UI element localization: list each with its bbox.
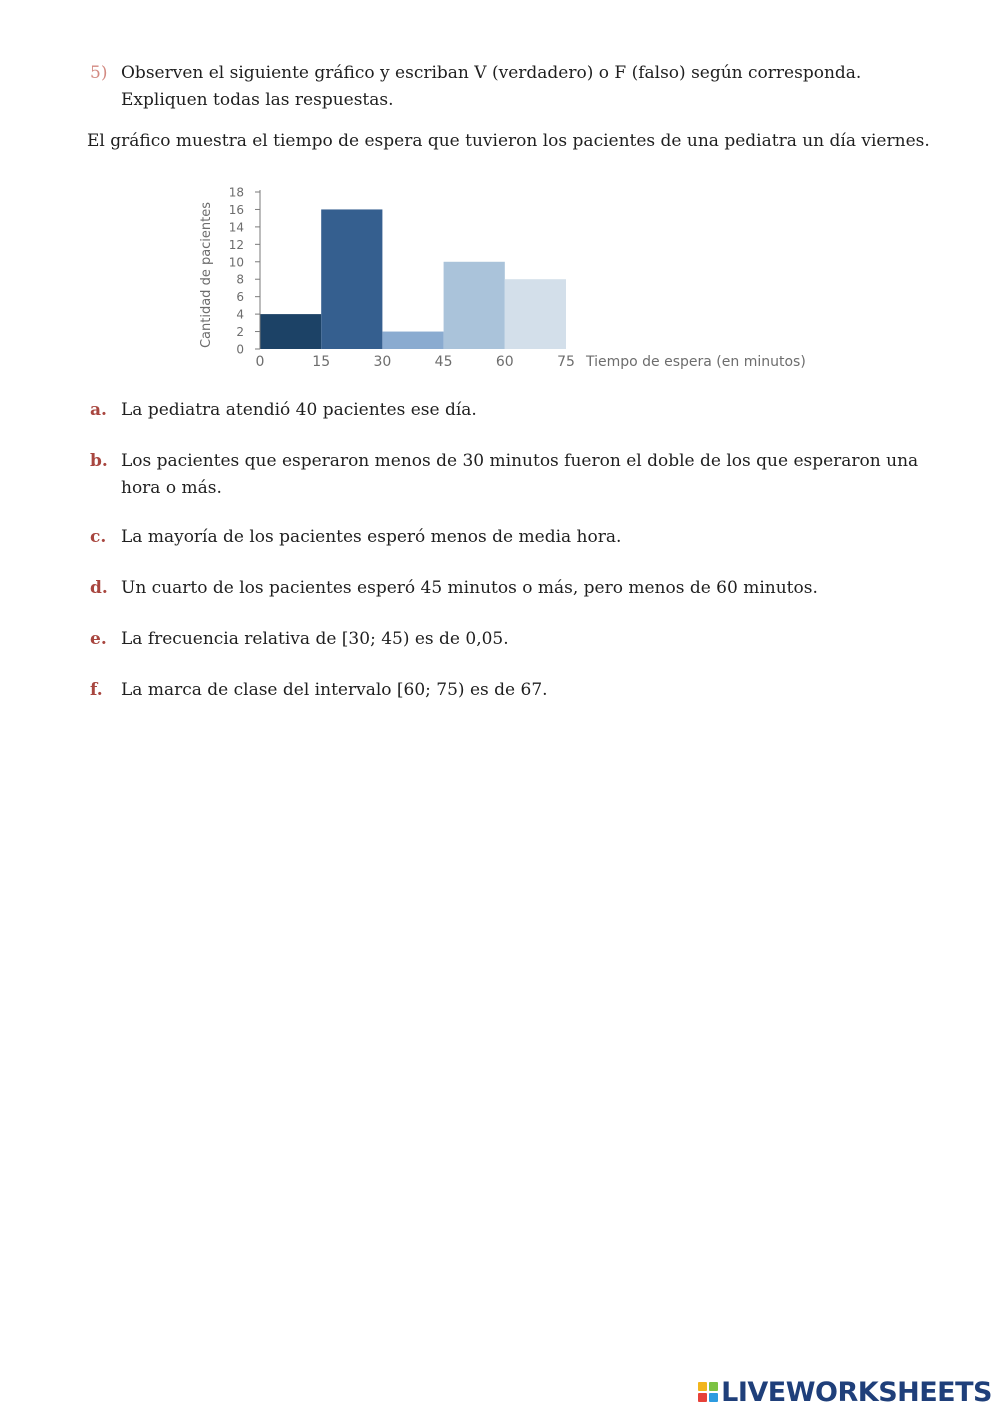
y-tick-label: 12 xyxy=(228,237,244,252)
histogram-bar-1 xyxy=(260,314,321,349)
question-number: 5) xyxy=(90,63,108,83)
chart-intro-text: El gráfico muestra el tiempo de espera que tuvieron los pacientes de una pediatra un día viernes. xyxy=(87,131,930,151)
y-tick-label: 14 xyxy=(228,220,244,235)
y-tick-label: 0 xyxy=(236,342,244,357)
y-tick-label: 10 xyxy=(228,255,244,270)
x-tick-label: 45 xyxy=(434,354,453,370)
statement-letter: f. xyxy=(90,680,103,700)
logo-square xyxy=(698,1382,707,1391)
statement-letter: b. xyxy=(90,451,108,471)
statement-f xyxy=(90,677,920,704)
x-tick-label: 0 xyxy=(255,354,265,370)
statement-text: La pediatra atendió 40 pacientes ese día. xyxy=(121,400,477,420)
statement-letter: a. xyxy=(90,400,107,420)
y-tick-label: 18 xyxy=(228,185,244,200)
x-tick-label: 30 xyxy=(373,354,392,370)
question-5 xyxy=(90,60,940,114)
histogram-bar-4 xyxy=(444,262,505,349)
y-axis-ticks xyxy=(229,186,260,357)
statement-a xyxy=(90,397,920,424)
histogram-bar-2 xyxy=(321,209,382,349)
statement-c xyxy=(90,524,920,551)
question-instructions: Observen el siguiente gráfico y escriban V (verdadero) o F (falso) según corresponda. Expliquen todas las respuestas. xyxy=(121,63,862,110)
y-tick-label: 8 xyxy=(236,272,244,287)
logo-square xyxy=(709,1393,718,1402)
statement-d xyxy=(90,575,920,602)
histogram-bar-3 xyxy=(382,332,443,349)
y-tick-label: 16 xyxy=(228,202,244,217)
x-tick-label: 75 xyxy=(557,354,575,370)
x-tick-label: 60 xyxy=(495,354,514,370)
histogram-bar-5 xyxy=(505,279,566,349)
histogram-chart xyxy=(186,180,826,380)
statement-text: La mayoría de los pacientes esperó menos de media hora. xyxy=(121,527,622,547)
statement-b xyxy=(90,448,920,502)
statement-text: La frecuencia relativa de [30; 45) es de 0,05. xyxy=(121,629,509,649)
liveworksheets-brand xyxy=(698,1377,992,1407)
statement-e xyxy=(90,626,920,653)
histogram-bars xyxy=(260,209,566,349)
logo-square xyxy=(709,1382,718,1391)
x-tick-label: 15 xyxy=(312,354,331,370)
x-axis-label: Tiempo de espera (en minutos) xyxy=(586,354,806,370)
x-axis-ticks xyxy=(256,354,575,370)
statement-letter: c. xyxy=(90,527,107,547)
logo-square xyxy=(698,1393,707,1402)
liveworksheets-logo-icon xyxy=(698,1382,718,1402)
statement-letter: d. xyxy=(90,578,108,598)
statement-text: Un cuarto de los pacientes esperó 45 minutos o más, pero menos de 60 minutos. xyxy=(121,578,818,598)
y-axis-label: Cantidad de pacientes xyxy=(199,201,214,349)
brand-wordmark: LIVEWORKSHEETS xyxy=(721,1376,992,1408)
histogram-svg xyxy=(186,180,826,380)
y-tick-label: 6 xyxy=(236,290,244,305)
statement-text: La marca de clase del intervalo [60; 75) es de 67. xyxy=(121,680,548,700)
y-tick-label: 4 xyxy=(236,307,244,322)
statement-letter: e. xyxy=(90,629,107,649)
statement-text: Los pacientes que esperaron menos de 30 minutos fueron el doble de los que esperaron una hora o más. xyxy=(121,451,919,498)
y-tick-label: 2 xyxy=(236,325,244,340)
